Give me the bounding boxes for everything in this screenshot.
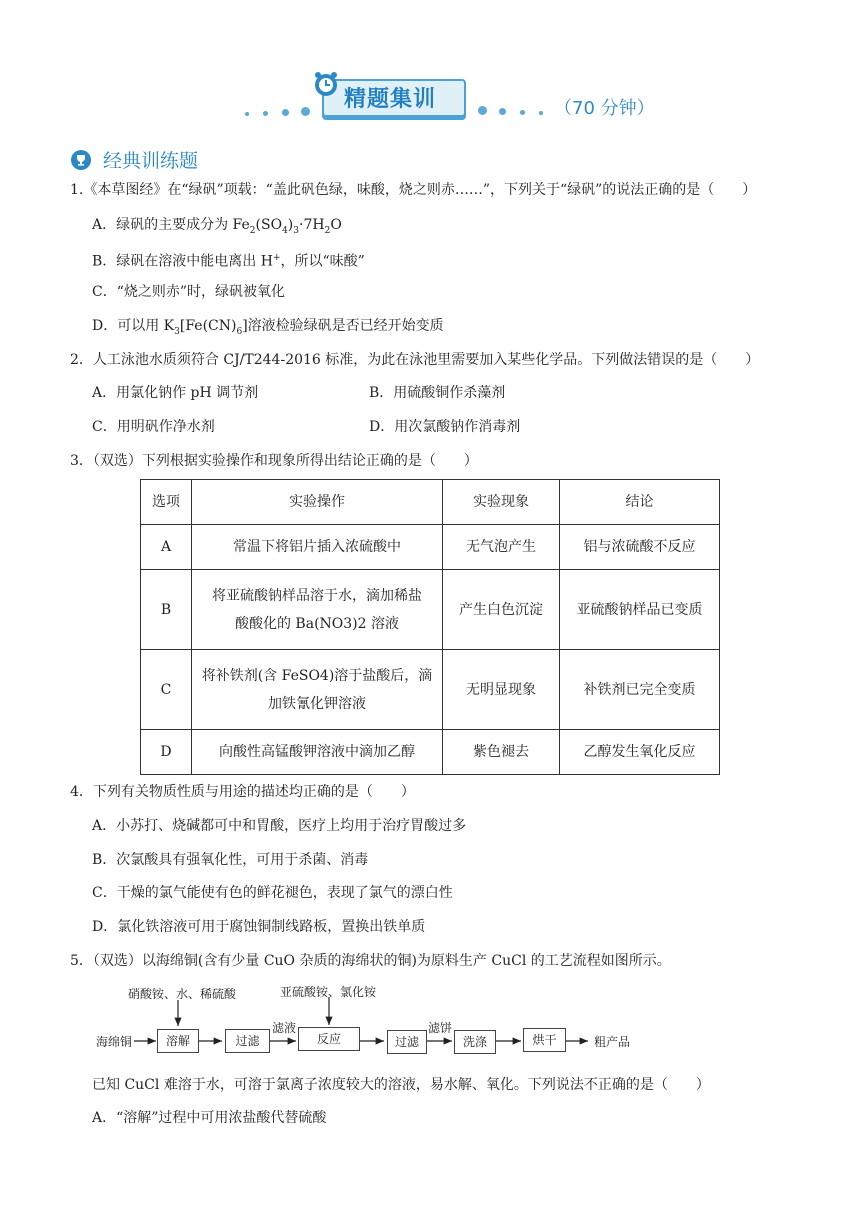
conclusion-cell: 亚硫酸钠样品已变质 [560,570,720,650]
question-5-option-a: A．“溶解”过程中可用浓盐酸代替硫酸 [92,1110,327,1126]
section-title: 经典训练题 [103,150,199,172]
question-4-option-a: A．小苏打、烧碱都可中和胃酸，医疗上均用于治疗胃酸过多 [92,818,467,834]
question-1-option-d: D．可以用 $K_3[Fe(CN)_6]$溶液检验绿矾是否已经开始变质 [92,318,444,337]
conclusion-cell: 乙醇发生氧化反应 [560,730,720,775]
table-header-cell: 实验现象 [443,480,560,525]
flow-start-label: 海绵铜 [96,1035,133,1049]
operation-line-1: 将亚硫酸钠样品溶于水，滴加稀盐 [212,587,422,604]
question-1-option-a: A．绿矾的主要成分为 $Fe_2(SO_4)_3\cdot 7H_2O$ [92,217,342,236]
question-4-option-d: D．氯化铁溶液可用于腐蚀铜制线路板，置换出铁单质 [92,919,426,935]
question-1-option-c: C．“烧之则赤”时，绿矾被氧化 [92,284,286,300]
question-1-option-b: B．绿矾在溶液中能电离出 H+，所以“味酸” [92,253,365,270]
operation-line-2: 加铁氰化钾溶液 [268,695,366,712]
conclusion-cell: 铝与浓硫酸不反应 [560,525,720,570]
operation-line-2: 酸酸化的 Ba(NO3)2 溶液 [234,615,399,632]
flow-step-filter-1: 过滤 [225,1029,270,1053]
question-2-option-b: B．用硫酸铜作杀藻剂 [369,385,506,401]
phenomenon-cell: 无气泡产生 [443,525,560,570]
operation-cell: 常温下将铝片插入浓硫酸中 [192,525,443,570]
phenomenon-cell: 产生白色沉淀 [443,570,560,650]
flow-step-filter-2: 过滤 [387,1030,427,1054]
banner-title: 精题集训 [344,87,437,112]
phenomenon-cell: 无明显现象 [443,650,560,730]
question-5-stem: 5．（双选）以海绵铜(含有少量 CuO 杂质的海绵状的铜)为原料生产 CuCl 的工艺流程如图所示。 [70,953,671,969]
option-cell: C [141,650,192,730]
question-4-option-c: C．干燥的氯气能使有色的鲜花褪色，表现了氯气的漂白性 [92,885,453,901]
flow-end-label: 粗产品 [594,1035,631,1049]
question-2-option-a: A．用氯化钠作 pH 调节剂 [92,385,259,401]
question-4-stem: 4．下列有关物质性质与用途的描述均正确的是（ ） [70,784,415,800]
question-2-option-d: D．用次氯酸钠作消毒剂 [369,419,521,435]
flow-filter-cake-label: 滤饼 [428,1021,453,1035]
operation-cell: 向酸性高锰酸钾溶液中滴加乙醇 [192,730,443,775]
flow-step-dissolve: 溶解 [157,1029,199,1053]
conclusion-cell: 补铁剂已完全变质 [560,650,720,730]
question-1-stem: 1.《本草图经》在“绿矾”项载：“盖此矾色绿，味酸，烧之则赤……”，下列关于“绿矾”的说法正确的是（ ） [70,182,757,198]
table-header-cell: 结论 [560,480,720,525]
flow-reagent-1: 硝酸铵、水、稀硫酸 [128,987,237,1001]
table-header-cell: 实验操作 [192,480,443,525]
option-cell: B [141,570,192,650]
table-header-cell: 选项 [141,480,192,525]
flow-step-dry: 烘干 [523,1028,566,1052]
option-cell: D [141,730,192,775]
question-3-stem: 3．（双选）下列根据实验操作和现象所得出结论正确的是（ ） [70,453,478,469]
flow-step-wash: 洗涤 [454,1030,496,1054]
operation-line-1: 将补铁剂(含 FeSO4)溶于盐酸后，滴 [201,667,433,684]
duration-label: （70 分钟） [554,98,655,119]
question-5-note: 已知 CuCl 难溶于水，可溶于氯离子浓度较大的溶液，易水解、氧化。下列说法不正确的是（ ） [92,1077,710,1093]
flow-filtrate-label: 滤液 [272,1021,297,1035]
flow-reagent-2: 亚硫酸铵、氯化铵 [280,985,377,999]
phenomenon-cell: 紫色褪去 [443,730,560,775]
question-2-option-c: C．用明矾作净水剂 [92,419,215,435]
option-cell: A [141,525,192,570]
question-2-stem: 2．人工泳池水质须符合 CJ/T244-2016 标准，为此在泳池里需要加入某些化学品。下列做法错误的是（ ） [70,352,760,368]
question-4-option-b: B．次氯酸具有强氧化性，可用于杀菌、消毒 [92,852,369,868]
flow-step-reaction: 反应 [298,1027,360,1051]
